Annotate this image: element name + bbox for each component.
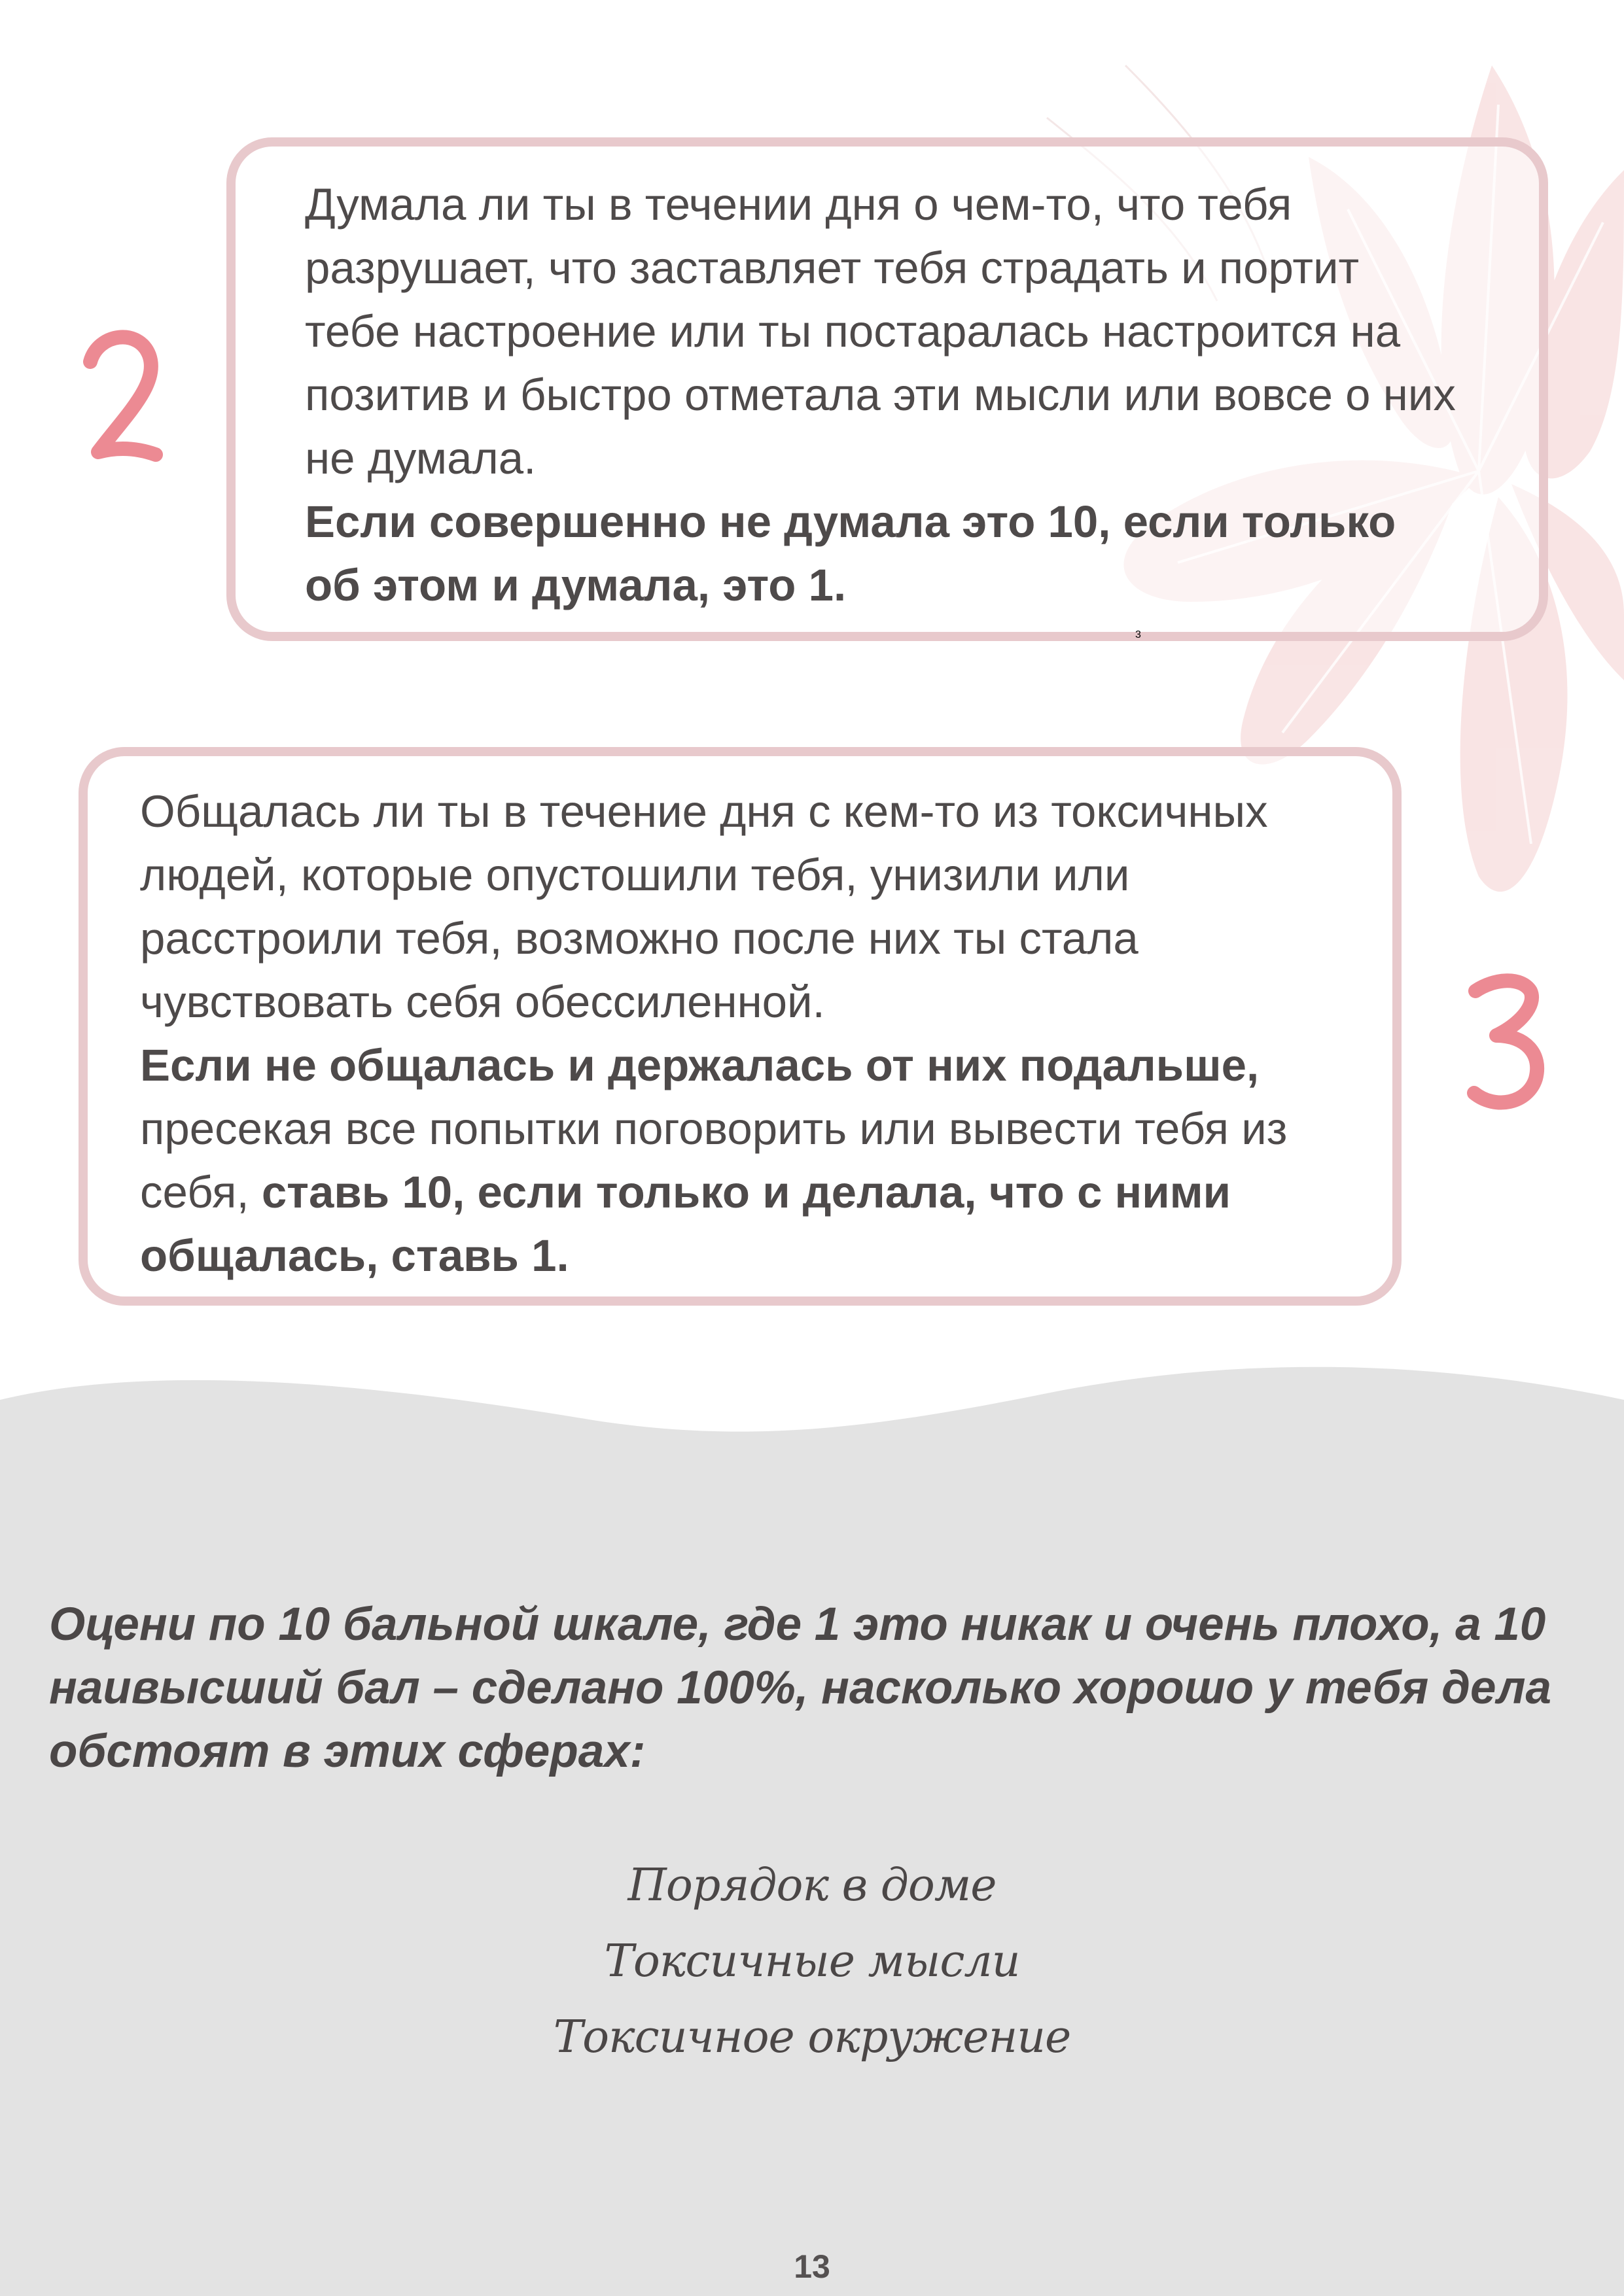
question-card-2 (226, 137, 1548, 641)
scoring-rule-line: Если совершенно не думала это 10, если только (305, 496, 1396, 547)
text-line: расстроили тебя, возможно после них ты стала (140, 913, 1139, 964)
text-line: разрушает, что заставляет тебя страдать и портит (305, 243, 1360, 293)
page-number: 13 (794, 2248, 830, 2285)
question-card-3 (79, 747, 1402, 1306)
number-3-badge (1135, 629, 1547, 1115)
scoring-rule-line: Если не общалась и держалась от них подальше, (140, 1040, 1260, 1090)
sphere-item: Токсичное окружение (553, 2011, 1071, 2063)
spheres-list (0, 1848, 1624, 2076)
scoring-rule-line: об этом и думала, это 1. (305, 560, 847, 610)
number-2-badge (79, 324, 164, 474)
text-line: людей, которые опустошили тебя, унизили или (140, 850, 1130, 900)
question-text-3 (140, 780, 1383, 1287)
instruction-line: наивысший бал – сделано 100%, насколько хорошо у тебя дела (49, 1662, 1551, 1714)
bottom-background-band (0, 1361, 1624, 2296)
instruction-line: обстоят в этих сферах: (49, 1726, 646, 1777)
text-line: Общалась ли ты в течение дня с кем-то из токсичных (140, 786, 1268, 837)
sphere-item: Порядок в доме (627, 1860, 997, 1911)
text-line: чувствовать себя обессиленной. (140, 977, 825, 1027)
rating-instruction (49, 1593, 1580, 1783)
sphere-item: Токсичные мысли (604, 1936, 1020, 1987)
text-line: пресекая все попытки поговорить или вывести тебя из (140, 1104, 1288, 1154)
text-plain-part: себя, (140, 1167, 262, 1217)
text-line: тебе настроение или ты постаралась настроится на (305, 306, 1401, 357)
text-line: Думала ли ты в течении дня о чем-то, что тебя (305, 179, 1292, 230)
instruction-line: Оцени по 10 бальной шкале, где 1 это никак и очень плохо, а 10 (49, 1599, 1546, 1650)
scoring-rule-line: общалась, ставь 1. (140, 1230, 569, 1281)
text-line: не думала. (305, 433, 537, 483)
mixed-text-line (140, 1160, 1383, 1224)
number-3-label: 3 (1135, 629, 1141, 640)
text-line: позитив и быстро отметала эти мысли или вовсе о них (305, 370, 1456, 420)
question-text-2 (305, 173, 1535, 617)
text-bold-part: ставь 10, если только и делала, что с ними (261, 1167, 1231, 1217)
